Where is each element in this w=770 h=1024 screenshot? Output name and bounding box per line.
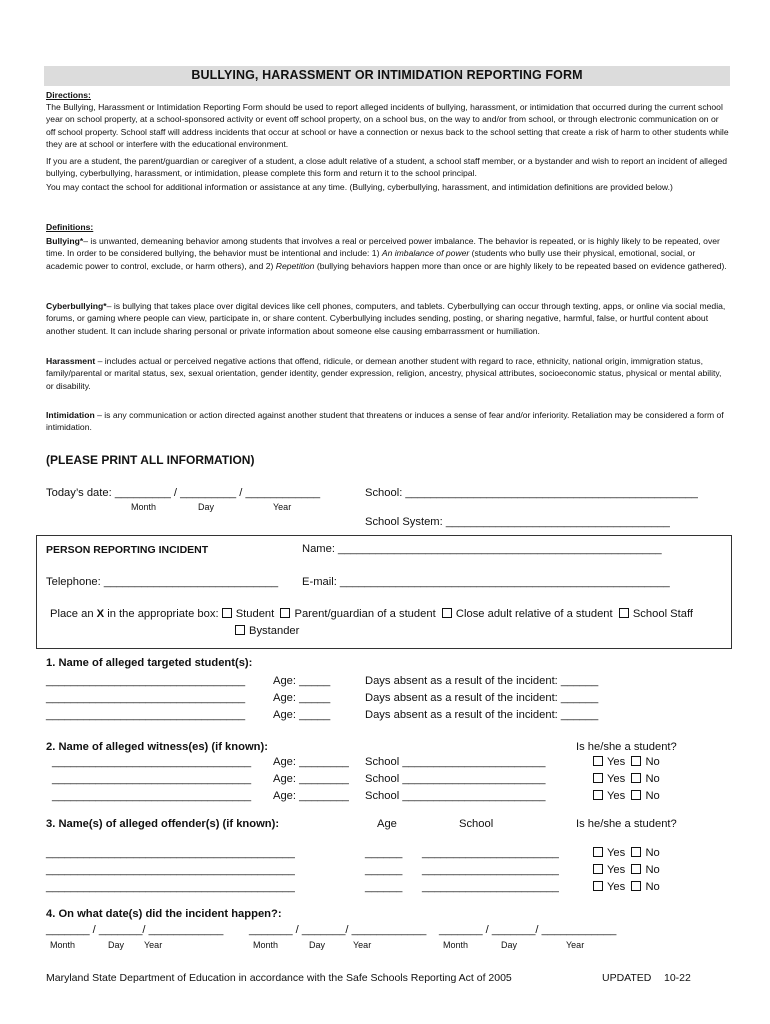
q3-yes-no[interactable] [593,881,660,893]
q2-yes-no[interactable] [593,790,660,802]
checkbox-icon[interactable] [631,756,641,766]
school-field[interactable]: School: _______________________________________________ [365,487,698,499]
bullying-text-b: (students who bully use their physical, emotional, social, or academic power to control, exclude, or harm others), and 2) [46,248,696,271]
q2-school-field[interactable]: School _______________________ [365,756,546,768]
yes-label: Yes [607,756,626,768]
definition-intimidation [46,409,730,434]
checkbox-icon[interactable] [631,790,641,800]
checkbox-icon[interactable] [442,608,452,618]
q3-school-field[interactable]: ______________________ [422,847,559,859]
definition-bullying [46,235,730,272]
q2-age-field[interactable]: Age: ________ [273,773,349,785]
checkbox-icon[interactable] [235,625,245,635]
q2-name-line[interactable]: ________________________________ [52,773,252,785]
footer-updated-date: 10-22 [664,972,691,984]
q1-days-absent-field[interactable]: Days absent as a result of the incident: ______ [365,709,599,721]
footer-attribution: Maryland State Department of Education in accordance with the Safe Schools Reporting Act of 2005 [46,972,512,984]
yes-label: Yes [607,864,626,876]
checkbox-icon[interactable] [593,847,603,857]
q2-heading: 2. Name of alleged witness(es) (if known): [46,741,268,753]
yes-label: Yes [607,847,626,859]
page-title: BULLYING, HARASSMENT OR INTIMIDATION REPORTING FORM [191,68,583,82]
bullying-text-imbalance: An imbalance of power [381,248,470,259]
checkbox-icon[interactable] [631,864,641,874]
q2-name-line[interactable]: ________________________________ [52,756,252,768]
q1-heading: 1. Name of alleged targeted student(s): [46,657,253,669]
school-system-field[interactable]: School System: ____________________________________ [365,516,670,528]
reporter-name-field[interactable]: Name: ____________________________________________________ [302,543,662,555]
q2-school-field[interactable]: School _______________________ [365,790,546,802]
q2-name-line[interactable]: ________________________________ [52,790,252,802]
role-option-parent[interactable] [280,608,435,620]
reporter-telephone-field[interactable]: Telephone: ____________________________ [46,576,279,588]
checkbox-icon[interactable] [631,773,641,783]
place-label: Place an [50,608,94,620]
day-caption: Day [108,940,125,950]
day-caption: Day [501,940,518,950]
q3-name-line[interactable]: ________________________________________ [46,881,295,893]
q3-age-field[interactable]: ______ [365,881,403,893]
place-label-2: in the appropriate box: [107,608,219,620]
bullying-text-repetition: Repetition [275,260,315,271]
yes-label: Yes [607,881,626,893]
bullying-text-c: (bullying behaviors happen more than once or are highly likely to be repeated based on evidence gathered). [314,260,727,271]
q3-yes-no[interactable] [593,864,660,876]
q1-age-field[interactable]: Age: _____ [273,675,331,687]
q3-heading: 3. Name(s) of alleged offender(s) (if known): [46,818,280,830]
directions-paragraph-2: If you are a student, the parent/guardian or caregiver of a student, a close adult relative of a student, a school staff member, or a bystander and wish to report an incident of alleged bullying, cyberbullying, harassment, or intimidation, please complete this form and return it to the school principal. [46,156,728,179]
no-label: No [645,773,660,785]
month-caption: Month [50,940,76,950]
role-option-bystander[interactable] [235,625,299,637]
no-label: No [645,847,660,859]
year-caption: Year [353,940,372,950]
q2-is-student-heading: Is he/she a student? [576,741,677,753]
q3-age-field[interactable]: ______ [365,864,403,876]
q4-heading: 4. On what date(s) did the incident happen?: [46,908,282,920]
q2-age-field[interactable]: Age: ________ [273,756,349,768]
q3-age-field[interactable]: ______ [365,847,403,859]
q1-days-absent-field[interactable]: Days absent as a result of the incident: ______ [365,692,599,704]
yes-label: Yes [607,790,626,802]
q1-name-line[interactable]: ________________________________ [46,675,246,687]
year-caption: Year [144,940,163,950]
q2-age-field[interactable]: Age: ________ [273,790,349,802]
checkbox-icon[interactable] [593,790,603,800]
q3-is-student-heading: Is he/she a student? [576,818,677,830]
q2-yes-no[interactable] [593,773,660,785]
reporter-role-row [50,608,693,620]
directions-paragraph-3: You may contact the school for additional information or assistance at any time. (Bullying, cyberbullying, harassment, and intimidation definitions are provided below.) [46,182,673,192]
q2-yes-no[interactable] [593,756,660,768]
q3-school-column: School [459,818,494,830]
cyberbullying-text: – is bullying that takes place over digital devices like cell phones, computers, and tablets. Cyberbullying can occur through texting, apps, or online via social media, forums, or gaming where people can view, participate in, or share content. Cyberbullying includes sending, posting, or sharing negative, harmful, false, or hurtful content about another student. It can include sharing personal or private information about someone else causing embarrassment or humiliation. [46,301,726,336]
role-option-label: Parent/guardian of a student [294,608,436,620]
q2-school-field[interactable]: School _______________________ [365,773,546,785]
role-option-label: School Staff [632,608,693,620]
q1-age-field[interactable]: Age: _____ [273,692,331,704]
role-option-label: Student [235,608,275,620]
no-label: No [645,881,660,893]
no-label: No [645,864,660,876]
q3-name-line[interactable]: ________________________________________ [46,864,295,876]
q4-date-field-1[interactable]: _______ / _______/ ____________ [46,924,224,936]
q1-name-line[interactable]: ________________________________ [46,692,246,704]
directions-heading: Directions: [46,90,91,100]
footer-updated-label: UPDATED [602,972,652,984]
directions-paragraph-1: The Bullying, Harassment or Intimidation Reporting Form should be used to report alleged incidents of bullying, harassment, or intimidation that occurred during the current school year on school property, at a school-sponsored activity or event off school property, on a school bus, on the way to and/or from school, or through electronic communication on or off school property. School staff will address incidents that occur at school or have a connection or nexus back to the school setting that create a risk of harm to other students while they are at school or interfere with the educational environment. [46,102,729,150]
year-caption: Year [566,940,585,950]
harassment-term: Harassment [46,356,96,366]
checkbox-icon[interactable] [631,847,641,857]
q1-age-field[interactable]: Age: _____ [273,709,331,721]
q1-name-line[interactable]: ________________________________ [46,709,246,721]
role-option-staff[interactable] [619,608,693,620]
q4-date-field-3[interactable]: _______ / _______/ ____________ [439,924,617,936]
reporter-heading: PERSON REPORTING INCIDENT [46,544,209,556]
definition-harassment [46,355,730,392]
role-option-label: Close adult relative of a student [455,608,613,620]
no-label: No [645,790,660,802]
q3-school-field[interactable]: ______________________ [422,881,559,893]
day-caption: Day [309,940,326,950]
q3-yes-no[interactable] [593,847,660,859]
checkbox-icon[interactable] [593,881,603,891]
x-mark-label: X [96,608,105,620]
checkbox-icon[interactable] [222,608,232,618]
reporter-email-field[interactable]: E-mail: _____________________________________________________ [302,576,670,588]
role-option-student[interactable] [222,608,275,620]
definition-cyberbullying [46,300,730,337]
year-caption: Year [273,502,292,512]
checkbox-icon[interactable] [593,864,603,874]
q3-school-field[interactable]: ______________________ [422,864,559,876]
intimidation-term: Intimidation [46,410,95,420]
bullying-term: Bullying* [46,236,84,246]
role-option-label: Bystander [249,625,300,637]
month-caption: Month [253,940,279,950]
no-label: No [645,756,660,768]
month-caption: Month [443,940,469,950]
q3-age-column: Age [377,818,397,830]
intimidation-text: – is any communication or action directed against another student that threatens or induces a sense of fear and/or inferiority. Retaliation may be considered a form of intimidation. [46,410,724,433]
day-caption: Day [198,502,215,512]
checkbox-icon[interactable] [619,608,629,618]
checkbox-icon[interactable] [593,756,603,766]
harassment-text: – includes actual or perceived negative actions that offend, ridicule, or demean another student with regard to race, ethnicity, national origin, immigration status, family/parental or marital status, sex, sexual orientation, gender identity, gender expression, religion, ancestry, physical attributes, socioeconomic status, physical or mental ability, or disability. [46,356,722,391]
checkbox-icon[interactable] [631,881,641,891]
q1-days-absent-field[interactable]: Days absent as a result of the incident: ______ [365,675,599,687]
month-caption: Month [131,502,157,512]
yes-label: Yes [607,773,626,785]
cyberbullying-term: Cyberbullying* [46,301,107,311]
print-all-notice: (PLEASE PRINT ALL INFORMATION) [46,453,255,467]
bullying-text-a: – is unwanted, demeaning behavior among students that involves a real or perceived power imbalance. The behavior is repeated, or is highly likely to be repeated, over time. In order to be considered bullying, the behavior must be intentional and include: 1) [46,236,720,259]
checkbox-icon[interactable] [280,608,290,618]
q4-date-field-2[interactable]: _______ / _______/ ____________ [249,924,427,936]
checkbox-icon[interactable] [593,773,603,783]
definitions-heading: Definitions: [46,222,94,232]
todays-date-field[interactable]: Today’s date: _________ / _________ / ____________ [46,487,321,499]
role-option-relative[interactable] [442,608,613,620]
q3-name-line[interactable]: ________________________________________ [46,847,295,859]
